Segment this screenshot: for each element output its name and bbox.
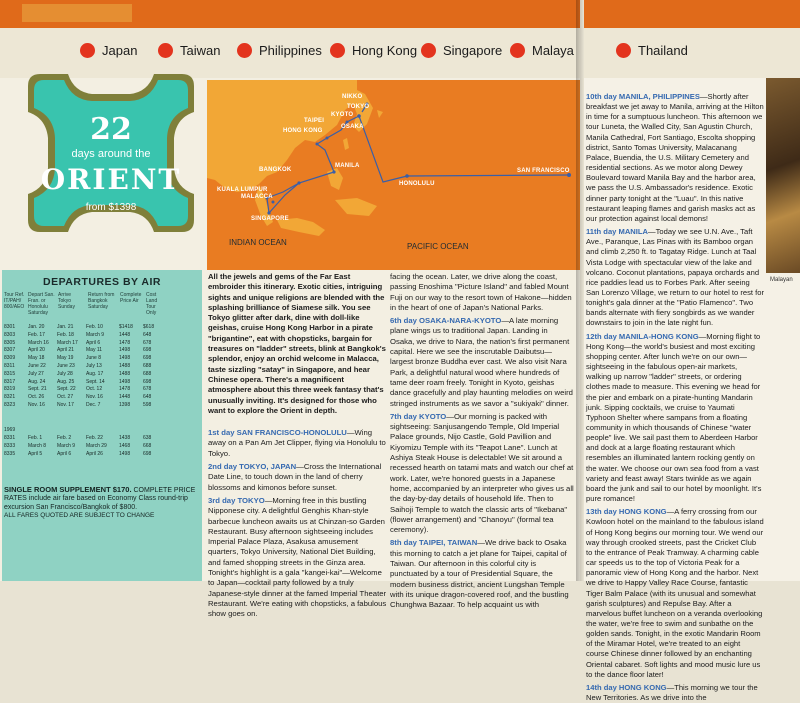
table-row: 8321 Oct. 26 Oct. 27 Nov. 16 1448 648 xyxy=(4,394,152,401)
map-label-kuala-lumpur: KUALA LUMPUR xyxy=(217,187,268,193)
day-paragraph: 13th day HONG KONG—A ferry crossing from our Kowloon hotel on the mainland to the fabulous island of Hong Kong begins our morning tour. We wend our way through crooked streets, past the Cricket Club to the entrance of Peak Tramway. A charming cable car speeds us to the top of Victoria Peak for a panoramic view of Hong Kong and the harbor. Next we drive to Happy Valley Race Course, fantastic Tiger Balm Palace (with its unusual and somewhat garish sculptures) and Repulse Bay. After a marvelous buffet luncheon on a veranda overlooking the water, we're free to swim and sunbathe on the golden sands. Tonight, in the exotic Mandarin Room of the Miramar Hotel, we're treated to an eight course Chinese dinner followed by an enchanting Oriental cabaret. Soft lights and mood music lure us to the dance floor later! xyxy=(586,507,764,679)
red-dot-icon xyxy=(510,43,525,58)
table-row: 8335 April 5 April 6 April 26 1498 698 xyxy=(4,450,152,457)
country-singapore: Singapore xyxy=(421,40,502,60)
badge-price: from $1398 xyxy=(85,202,137,213)
map-label-malacca: MALACCA xyxy=(241,194,273,200)
intro-paragraph: All the jewels and gems of the Far East embroider this itinerary. Exotic cities, intriguing sights and unique religions are blended with the splashing brilliance of Siamese silk. You see Tokyo glitter after dark, dine with doll-like geishas, cruise Hong Kong Harbor in a pirate "brigantine", eat with chopsticks, bargain for treasures on "ladder" streets, blink at Bangkok's splendor, enjoy an orchid welcome in Malacca, taste sizzling "satay" in Singapore, and hear Chinese opera. There's a magnificent atmosphere about this three week fantasy that's unusually inviting. It's designed for those who want to explore the Orient in depth. xyxy=(208,272,386,415)
day-paragraph: 6th day OSAKA-NARA-KYOTO—A late morning plane wings us to traditional Japan. Landing in Osaka, we drive to Nara, the nation's first permanent capital. Here we see the inscrutable Daibutsu—largest bronze Buddha ever cast. We also visit Nara Park, a delightful natural wood where hundreds of tame deer roam freely. Tonight in Kyoto, geishas dance gracefully and play haunting melodies on weird stringed instruments as we savor a "sukiyaki" dinner. xyxy=(390,316,573,408)
day-paragraph: 14th day HONG KONG—This morning we tour the New Territories. As we drive into the xyxy=(586,682,758,703)
red-dot-icon xyxy=(421,43,436,58)
badge-days-text: days around the xyxy=(71,148,151,160)
map-label-hong-kong: HONG KONG xyxy=(283,128,323,134)
right-page xyxy=(584,0,800,703)
itinerary-column-1 xyxy=(208,272,388,619)
country-thailand: Thailand xyxy=(616,40,688,60)
map-label-manila: MANILA xyxy=(335,163,360,169)
map-label-osaka: OSAKA xyxy=(341,124,364,130)
departures-rows-1969 xyxy=(4,435,200,458)
table-row: 8305 March 16 March 17 April 6 1478 678 xyxy=(4,339,152,346)
day-paragraph: 3rd day TOKYO—Morning free in this bustling Nipponese city. A delightful Genghis Khan-style barbecue luncheon awaits us at Chinzan-so Garden Restaurant. Busy afternoon sightseeing includes Imperial Palace Plaza, Asakusa amusement quarters, Tokyo University, National Diet Building, and famed shopping streets in the Ginza area. Tonight's highlight is a gala "kangei-kai"—Welcome to Japan—cocktail party followed by a truly Japanese-style dinner at the famed Imperial Theater Restaurant. We're eating with chopsticks, a fabulous show goes on. xyxy=(208,495,387,619)
itinerary-column-2 xyxy=(390,272,574,610)
badge-title: ORIENT xyxy=(40,163,182,196)
map-label-bangkok: BANGKOK xyxy=(259,167,292,173)
table-row: 8323 Nov. 16 Nov. 17 Dec. 7 1398 598 xyxy=(4,401,152,408)
map-label-honolulu: HONOLULU xyxy=(399,181,435,187)
day-paragraph: 8th day TAIPEI, TAIWAN—We drive back to Osaka this morning to catch a jet plane for Taipei, capital of Taiwan. Our afternoon in this colorful city is punctuated by a tour of Presidential Square, the modern business district, ancient Lungshan Temple with its unique dragon-covered roof, and the bustling Chunghwa Bazaar. To help acquaint us with xyxy=(390,538,569,610)
table-row: 8301 Jan. 20 Jan. 21 Feb. 10 $1418 $618 xyxy=(4,324,155,330)
country-japan: Japan xyxy=(80,40,137,60)
top-color-strip xyxy=(0,0,580,28)
table-row: 8315 July 27 July 28 Aug. 17 1488 688 xyxy=(4,370,152,377)
photo-caption: Malayan xyxy=(770,277,793,283)
red-dot-icon xyxy=(158,43,173,58)
red-dot-icon xyxy=(80,43,95,58)
day-paragraph: 10th day MANILA, PHILIPPINES—Shortly after breakfast we jet away to Manila, arriving at the Hilton in time for a sumptuous luncheon. This afternoon we tour Luneta, the Walled City, San Agustin Church, Manila Cathedral, Fort Santiago, Escolta shopping district, Santo Tomas University, Malacanang Palace, Buendia, the U.S. Military Cemetery and residential sections. As we motor along Dewey Boulevard toward Manila Bay and the harbor area, we pass the U.S. Ambassador's residence. Exotic dinner party tonight at the "Luau". In this native restaurant leaping flames and garish masks act as our protection against local demons! xyxy=(586,92,764,223)
map-label-indian-ocean: INDIAN OCEAN xyxy=(229,238,287,247)
table-row: 8307 April 20 April 21 May 11 1498 698 xyxy=(4,347,152,354)
fares-note: ALL FARES QUOTED ARE SUBJECT TO CHANGE xyxy=(4,512,155,519)
map-label-pacific-ocean: PACIFIC OCEAN xyxy=(407,242,469,251)
day-paragraph: 1st day SAN FRANCISCO-HONOLULU—Wing away on a Pan Am Jet Clipper, flying via Honolulu to Tokyo. xyxy=(208,428,386,458)
table-row: 8319 Sept. 21 Sept. 22 Oct. 12 1478 678 xyxy=(4,386,152,393)
dep-header-arrive: Arrive Tokyo Sunday xyxy=(58,292,75,310)
map-label-taipei: TAIPEI xyxy=(304,118,325,124)
route-map xyxy=(207,80,580,270)
supplement-body: COMPLETE PRICE RATES include air fare based on Economy Class round-trip excursion San Francisco/Bangkok of $800. xyxy=(4,487,196,511)
red-dot-icon xyxy=(237,43,252,58)
badge-days-number: 22 xyxy=(90,112,132,147)
map-label-tokyo: TOKYO xyxy=(347,104,370,110)
day-paragraph: 12th day MANILA-HONG KONG—Morning flight to Hong Kong—the world's busiest and most exciting shopping center. After lunch we're on our own—sightseeing in the fabulous open-air markets, walking up narrow "ladder" streets, or ordering clothes made to measure. This evening we head for the pier and embark on a pirate-hunting Mandarin junk. Sipping cocktails, we cruise to Yaumati Typhoon Shelter where sampans from a floating community in which thousands of Chinese "water people" live. We sail past them to Aberdeen Harbor and dock at a large floating restaurant which resembles an illuminated lantern rocking gently on the water. We choose our own sea food from a vast variety and feast away! Stars twinkle as we again board the junk and sail to our hotel by moonlight. It's pure romance! xyxy=(586,331,762,504)
day-paragraph: 7th day KYOTO—Our morning is packed with sightseeing: Sanjusangendo Temple, Old Imperial Palace grounds, Nijo Castle, Gold Pavillion and Kiyomizu Temple with its "Teapot Lane". Lunch at Ashiya Steak House is delectable! We sit around a recessed hearth on tatami mats and watch our chef at work. Later, we're honored guests in a Japanese home, accompanied by an interpreter who gives us all the day-by-day details of household life. Then to Saihoji Temple to watch the classic arts of "Ikebana" (flower arrangement) and "Chanoyu" (formal tea ceremony). xyxy=(390,411,574,535)
dep-header-depart: Depart San. Fran. or Honolulu Saturday xyxy=(28,292,55,316)
table-row: 8331 Feb. 1 Feb. 2 Feb. 22 1438 638 xyxy=(4,435,152,441)
departures-year: 1969 xyxy=(4,427,16,433)
map-label-san-francisco: SAN FRANCISCO xyxy=(517,168,570,174)
map-label-kyoto: KYOTO xyxy=(331,112,354,118)
country-philippines: Philippines xyxy=(237,40,322,60)
map-label-singapore: SINGAPORE xyxy=(251,216,289,222)
day-paragraph: 11th day MANILA—Today we see U.N. Ave., Taft Ave., Paranque, Las Pinas with its Bamboo organ and climb 2,250 ft. to Tagatay Ridge. Lunch at Taal Vista Lodge with spectacular view of the lake and volcano. Coconut plantations, papaya orchards and rice paddies lead us to Forbes Park. After seeing San Lorenzo Village, we return to our hotel to rest for tonight's gala dinner at the "Patio Flamenco". Two bands alternate with fiery songbirds as we wander downstairs to join in the late night fun. xyxy=(586,227,764,328)
table-row: 8317 Aug. 24 Aug. 25 Sept. 14 1498 698 xyxy=(4,378,152,385)
table-row: 8303 Feb. 17 Feb. 18 March 9 1448 648 xyxy=(4,331,152,338)
red-dot-icon xyxy=(330,43,345,58)
itinerary-column-3 xyxy=(586,92,764,703)
badge-text xyxy=(22,68,200,238)
departures-panel xyxy=(2,270,202,581)
country-malaya: Malaya xyxy=(510,40,574,60)
lead-paragraph: facing the ocean. Later, we drive along the coast, passing Enoshima "Picture Island" and fabled Mount Fuji on our way to the resort town of Hakone—hidden in the heart of one of Japan's National Parks. xyxy=(390,272,572,312)
table-row: 8309 May 18 May 19 June 8 1498 698 xyxy=(4,355,152,362)
red-dot-icon xyxy=(616,43,631,58)
malayan-photo xyxy=(766,78,800,273)
table-row: 8333 March 8 March 9 March 29 1468 668 xyxy=(4,442,152,449)
page-fold xyxy=(576,0,584,581)
dep-header-ref: Tour Ref. IT/PAH/ 800/AEO xyxy=(4,292,25,310)
departures-title: DEPARTURES BY AIR xyxy=(43,276,161,288)
dep-header-land: Cost Land Tour Only xyxy=(146,292,158,316)
dep-header-complete: Complete Price Air xyxy=(120,292,142,304)
supplement-note xyxy=(4,486,198,512)
supplement-head: SINGLE ROOM SUPPLEMENT $170. xyxy=(4,485,132,494)
country-hong-kong: Hong Kong xyxy=(330,40,417,60)
map-label-nikko: NIKKO xyxy=(342,94,363,100)
dep-header-return: Return from Bangkok Saturday xyxy=(88,292,115,310)
country-taiwan: Taiwan xyxy=(158,40,220,60)
table-row: 8311 June 22 June 23 July 13 1488 688 xyxy=(4,362,152,369)
day-paragraph: 2nd day TOKYO, JAPAN—Cross the International Date Line, to touch down in the land of cherry blossoms and kimonos before sunset. xyxy=(208,462,382,492)
departures-rows-1968 xyxy=(4,324,200,410)
top-color-strip-right xyxy=(584,0,800,28)
